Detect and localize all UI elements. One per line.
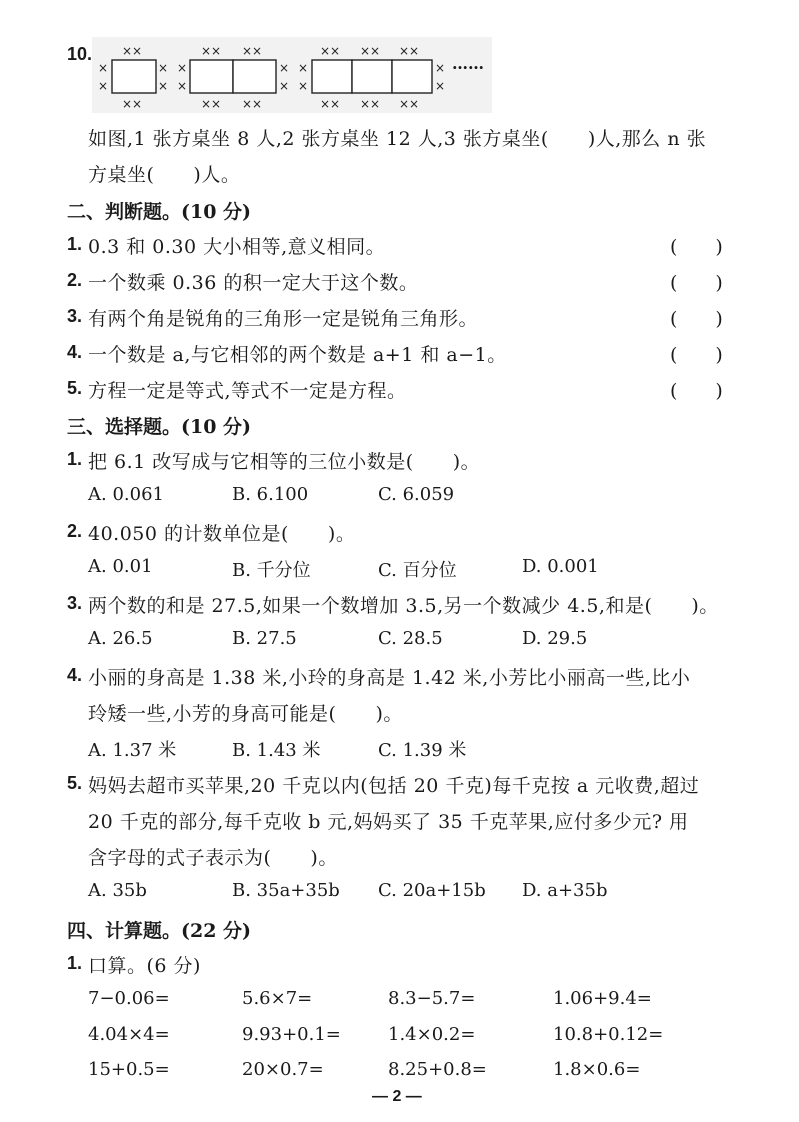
svg-text:××: ×× [399,97,420,111]
calc-expression: 8.3−5.7= [388,988,476,1009]
choice-question: 玲矮一些,小芳的身高可能是( )。 [88,703,403,725]
calc-expression: 1.8×0.6= [553,1059,641,1080]
option-a[interactable]: A. 35b [88,880,147,901]
svg-text:××: ×× [242,97,263,111]
item-number: 3. [67,593,83,613]
item-number: 1. [67,953,83,973]
answer-blank[interactable]: ( ) [670,308,723,330]
svg-text:××: ×× [201,44,222,58]
svg-text:××: ×× [320,97,341,111]
calc-expression: 4.04×4= [88,1024,170,1045]
question-text: 方桌坐( )人。 [88,164,241,186]
judge-statement: 方程一定是等式,等式不一定是方程。 [88,380,407,402]
item-number: 1. [67,449,83,469]
svg-text:×: × [177,61,188,75]
option-b[interactable]: B. 27.5 [232,628,297,649]
item-number: 4. [67,665,83,685]
answer-blank[interactable]: ( ) [670,272,723,294]
svg-text:×: × [98,61,109,75]
answer-blank[interactable]: ( ) [670,344,723,366]
svg-text:××: ×× [201,97,222,111]
option-b[interactable]: B. 35a+35b [232,880,340,901]
option-a[interactable]: A. 0.061 [88,484,164,505]
svg-text:××: ×× [122,44,143,58]
question-number: 10. [67,44,93,64]
judge-statement: 一个数乘 0.36 的积一定大于这个数。 [88,272,419,294]
choice-question: 40.050 的计数单位是( )。 [88,523,356,545]
option-b[interactable]: B. 千分位 [232,560,311,581]
question-text: 如图,1 张方桌坐 8 人,2 张方桌坐 12 人,3 张方桌坐( )人,那么 n 张 [88,128,707,150]
item-number: 5. [67,773,83,793]
calc-expression: 9.93+0.1= [242,1024,341,1045]
table-seating-diagram [92,37,492,113]
item-number: 2. [67,521,83,541]
calc-expression: 15+0.5= [88,1059,170,1080]
option-c[interactable]: C. 6.059 [378,484,455,505]
option-a[interactable]: A. 1.37 米 [88,740,177,761]
table-seating-figure [92,37,492,117]
option-a[interactable]: A. 26.5 [88,628,153,649]
ellipsis: …… [452,54,484,73]
page-number: — 2 — [372,1088,422,1105]
svg-text:×: × [298,61,309,75]
option-c[interactable]: C. 百分位 [378,560,457,581]
calc-expression: 8.25+0.8= [388,1059,487,1080]
svg-text:××: ×× [360,97,381,111]
choice-question: 含字母的式子表示为( )。 [88,847,338,869]
svg-text:×: × [177,79,188,93]
svg-text:××: ×× [399,44,420,58]
calc-expression: 20×0.7= [242,1059,324,1080]
calc-expression: 5.6×7= [242,988,313,1009]
sub-heading: 口算。(6 分) [88,955,201,977]
option-d[interactable]: D. a+35b [522,880,608,901]
answer-blank[interactable]: ( ) [670,236,723,258]
option-c[interactable]: C. 1.39 米 [378,740,467,761]
section-heading-choice: 三、选择题。(10 分) [67,416,252,438]
item-number: 4. [67,342,83,362]
choice-question: 妈妈去超市买苹果,20 千克以内(包括 20 千克)每千克按 a 元收费,超过 [88,775,700,797]
option-c[interactable]: C. 20a+15b [378,880,486,901]
svg-text:××: ×× [320,44,341,58]
judge-statement: 有两个角是锐角的三角形一定是锐角三角形。 [88,308,479,330]
option-b[interactable]: B. 6.100 [232,484,309,505]
choice-question: 小丽的身高是 1.38 米,小玲的身高是 1.42 米,小芳比小丽高一些,比小 [88,667,691,689]
svg-text:×: × [435,61,446,75]
judge-statement: 一个数是 a,与它相邻的两个数是 a+1 和 a−1。 [88,344,507,366]
svg-text:×: × [279,61,290,75]
svg-text:××: ×× [360,44,381,58]
svg-text:××: ×× [242,44,263,58]
calc-expression: 7−0.06= [88,988,170,1009]
svg-text:×: × [98,79,109,93]
option-d[interactable]: D. 29.5 [522,628,588,649]
choice-question: 把 6.1 改写成与它相等的三位小数是( )。 [88,451,481,473]
section-heading-judge: 二、判断题。(10 分) [67,201,252,223]
option-c[interactable]: C. 28.5 [378,628,443,649]
item-number: 2. [67,270,83,290]
calc-expression: 10.8+0.12= [553,1024,664,1045]
section-heading-calc: 四、计算题。(22 分) [67,920,252,942]
calc-expression: 1.4×0.2= [388,1024,476,1045]
svg-text:×: × [158,61,169,75]
answer-blank[interactable]: ( ) [670,380,723,402]
item-number: 1. [67,234,83,254]
calc-expression: 1.06+9.4= [553,988,652,1009]
choice-question: 20 千克的部分,每千克收 b 元,妈妈买了 35 千克苹果,应付多少元? 用 [88,811,689,833]
judge-statement: 0.3 和 0.30 大小相等,意义相同。 [88,236,386,258]
item-number: 3. [67,306,83,326]
option-d[interactable]: D. 0.001 [522,556,599,577]
svg-text:×: × [158,79,169,93]
option-b[interactable]: B. 1.43 米 [232,740,321,761]
item-number: 5. [67,378,83,398]
option-a[interactable]: A. 0.01 [88,556,153,577]
svg-text:×: × [435,79,446,93]
svg-text:×: × [279,79,290,93]
choice-question: 两个数的和是 27.5,如果一个数增加 3.5,另一个数减少 4.5,和是( )。 [88,595,719,617]
svg-text:×: × [298,79,309,93]
svg-text:××: ×× [122,97,143,111]
